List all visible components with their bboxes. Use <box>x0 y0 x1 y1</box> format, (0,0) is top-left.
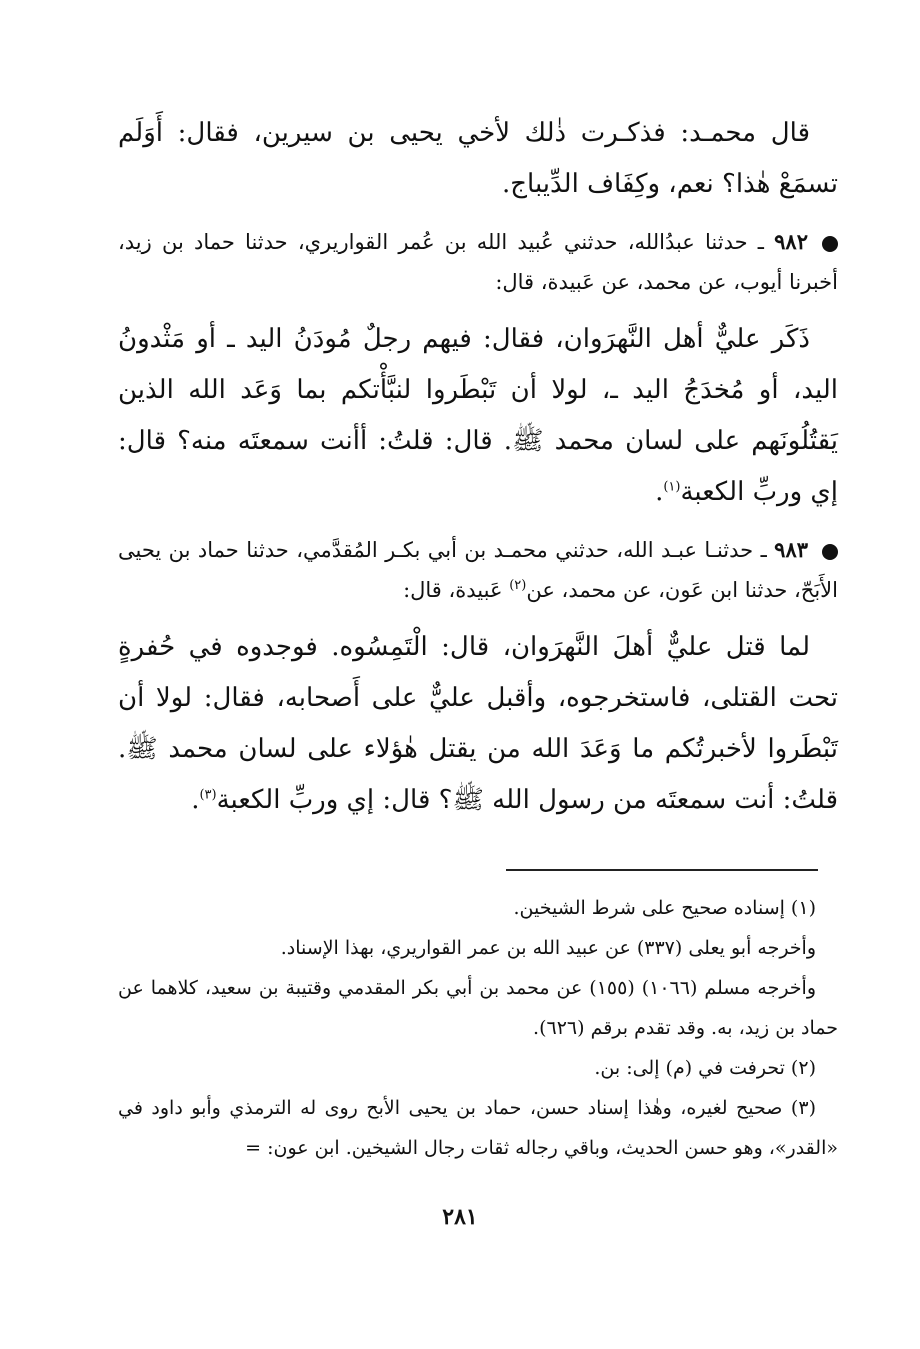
matn-end: . <box>655 477 664 507</box>
main-text <box>118 108 838 838</box>
footnote-1-source-a: وأخرجه أبو يعلى (٣٣٧) عن عبيد الله بن عمر القواريري، بهذا الإسناد. <box>280 937 816 959</box>
footnote-1: (١) إسناده صحيح على شرط الشيخين. <box>513 897 816 919</box>
footnote-marker: (١) <box>663 479 681 495</box>
paragraph-text: قال محمـد: فذكـرت ذٰلك لأخي يحيى بن سيرين، فقال: أَوَلَم تسمَعْ هٰذا؟ نعم، وكِفَاف الدِّيباج. <box>118 118 838 199</box>
footnote-marker: (٣) <box>199 787 217 803</box>
hadith-number: ٩٨٢ <box>774 229 808 254</box>
isnad-text-end: عَبيدة، قال: <box>403 578 510 602</box>
hadith-983-matn <box>118 622 838 826</box>
isnad-text: ـ حدثنـا عبـد الله، حدثني محمـد بن أبي بكـر المُقدَّمي، حدثنا حماد بن يحيى الأَبَحّ، حدثنا ابن عَون، عن محمد، عن <box>118 538 838 602</box>
footnote-3: (٣) صحيح لغيره، وهٰذا إسناد حسن، حماد بن يحيى الأبح روى له الترمذي وأبو داود في «القدر»، وهو حسن الحديث، وباقي رجاله ثقات رجال الشيخين. ابن عون: = <box>118 1097 838 1159</box>
footnote-marker: (٢) <box>509 578 527 593</box>
footnote-1-source-b: وأخرجه مسلم (١٠٦٦) (١٥٥) عن محمد بن أبي بكر المقدمي وقتيبة بن سعيد، كلاهما عن حماد بن زيد، به. وقد تقدم برقم (٦٢٦). <box>118 977 838 1039</box>
footnote-2: (٢) تحرفت في (م) إلى: بن. <box>594 1057 816 1079</box>
isnad-text: ـ حدثنا عبدُالله، حدثني عُبيد الله بن عُمر القواريري، حدثنا حماد بن زيد، أخبرنا أيوب، عن محمد، عن عَبيدة، قال: <box>118 230 838 294</box>
page-number: ٢٨١ <box>442 1204 478 1230</box>
matn-text: ذَكَر عليٌّ أهل النَّهرَوان، فقال: فيهم رجلٌ مُودَنُ اليد ـ أو مَثْدونُ اليد، أو مُخدَجُ اليد ـ، لولا أن تَبْطَروا لنبَّأْتكم بما وَعَد الله الذين يَقتُلُونَهم على لسان محمد ﷺ. قال: قلتُ: أأنت سمعتَه منه؟ قال: إي وربِّ الكعبة <box>118 324 838 507</box>
hadith-982-matn <box>118 314 838 518</box>
hadith-982-isnad <box>118 222 838 302</box>
footnotes <box>118 888 838 1168</box>
hadith-number: ٩٨٣ <box>774 537 809 562</box>
bullet-icon <box>822 236 838 252</box>
hadith-983-isnad <box>118 530 838 610</box>
bullet-icon <box>822 544 838 560</box>
footnote-separator <box>506 869 818 871</box>
matn-end: . <box>191 785 200 815</box>
continuation-paragraph <box>118 108 838 210</box>
matn-text: لما قتل عليٌّ أهلَ النَّهرَوان، قال: الْتَمِسُوه. فوجدوه في حُفرةٍ تحت القتلى، فاستخرجوه، وأقبل عليٌّ على أَصحابه، فقال: لولا أن تَبْطَروا لأخبرتُكم ما وَعَدَ الله من يقتل هٰؤلاء على لسان محمد ﷺ. قلتُ: أنت سمعتَه من رسول الله ﷺ؟ قال: إي وربِّ الكعبة <box>118 632 838 815</box>
